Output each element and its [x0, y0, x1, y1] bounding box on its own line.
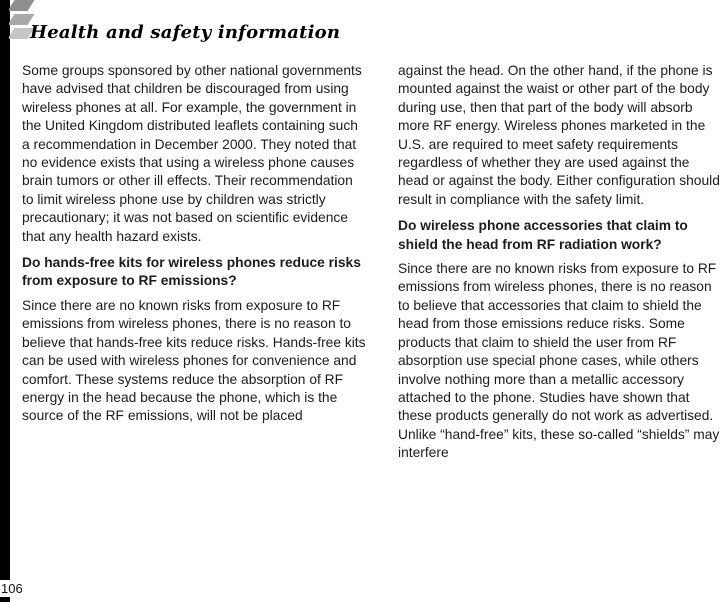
page-title: Health and safety information: [30, 22, 341, 43]
left-paragraph-1: Some groups sponsored by other national governments have advised that children be discouraged from using wireless phones at all. For example, the government in the United Kingdom distributed leaflets containing such a recommendation in December 2000. They noted that no evidence exists that using a wireless phone causes brain tumors or other ill effects. Their recommendation to limit wireless phone use by children was strictly precautionary; it was not based on scientific evidence that any health hazard exists.: [22, 63, 362, 244]
page-number: 106: [0, 580, 26, 597]
left-section-heading: Do hands-free kits for wireless phones reduce risks from exposure to RF emissions?: [22, 255, 361, 289]
left-paragraph-2: Since there are no known risks from exposure to RF emissions from wireless phones, there is no reason to believe that hands-free kits reduce risks. Hands-free kits can be used with wireless phones for convenience and comfort. These systems reduce the absorption of RF energy in the head because the phone, which is the source of the RF emissions, will not be placed: [22, 297, 366, 424]
right-paragraph-1: against the head. On the other hand, if the phone is mounted against the waist or other part of the body during use, then that part of the body will absorb more RF energy. Wireless phones marketed in the U.S. are required to meet safety requirements regardless of whether they are used against the head or against the body. Either configuration should result in compliance with the safety limit.: [398, 63, 720, 207]
right-column: [398, 62, 723, 469]
stripe-dark: [9, 0, 34, 11]
edge-bar: [0, 0, 10, 602]
right-paragraph-2: Since there are no known risks from exposure to RF emissions from wireless phones, there is no reason to believe that accessories that claim to shield the head from those emissions reduce risks. Some products that claim to shield the user from RF absorption use special phone cases, while others involve nothing more than a metallic accessory attached to the phone. Studies have shown that these products generally do not work as advertised. Unlike “hand-free” kits, these so-called “shields” may interfere: [398, 261, 720, 461]
right-section-heading: Do wireless phone accessories that claim to shield the head from RF radiation work?: [398, 218, 688, 252]
left-column: [22, 62, 367, 432]
